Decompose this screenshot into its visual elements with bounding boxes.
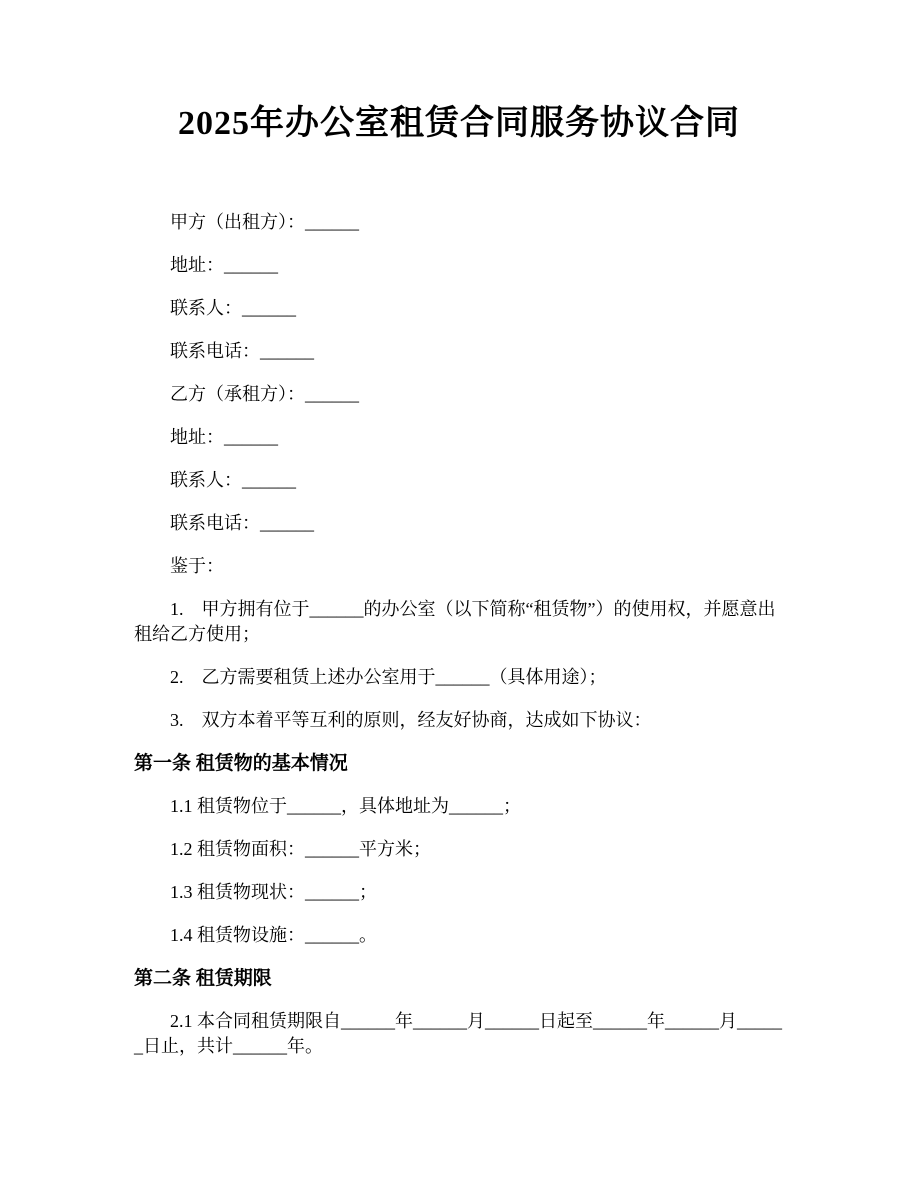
article-1-heading: 第一条 租赁物的基本情况 bbox=[134, 753, 348, 774]
document-title: 2025年办公室租赁合同服务协议合同 bbox=[178, 105, 740, 142]
clause-1-4: 1.4 租赁物设施：______。 bbox=[170, 925, 377, 945]
clause-1-3: 1.3 租赁物现状：______； bbox=[170, 882, 377, 902]
party-b-contact: 联系人：______ bbox=[170, 470, 296, 490]
article-2-heading: 第二条 租赁期限 bbox=[134, 968, 272, 989]
party-b-address: 地址：______ bbox=[170, 427, 278, 447]
party-a-label: 甲方（出租方）：______ bbox=[170, 212, 359, 232]
document-content bbox=[0, 102, 920, 1059]
party-a-address: 地址：______ bbox=[170, 255, 278, 275]
whereas-label: 鉴于： bbox=[170, 556, 224, 576]
party-a-phone: 联系电话：______ bbox=[170, 341, 314, 361]
whereas-item-1: 1. 甲方拥有位于______的办公室（以下简称“租赁物”）的使用权，并愿意出租给乙方使用； bbox=[134, 599, 776, 644]
clause-1-2: 1.2 租赁物面积：______平方米； bbox=[170, 839, 431, 859]
party-a-contact: 联系人：______ bbox=[170, 298, 296, 318]
clause-2-1: 2.1 本合同租赁期限自______年______月______日起至______年______月______日止，共计______年。 bbox=[134, 1011, 782, 1056]
whereas-item-3: 3. 双方本着平等互利的原则，经友好协商，达成如下协议： bbox=[170, 710, 652, 730]
party-b-phone: 联系电话：______ bbox=[170, 513, 314, 533]
clause-1-1: 1.1 租赁物位于______，具体地址为______； bbox=[170, 796, 521, 816]
whereas-item-2: 2. 乙方需要租赁上述办公室用于______（具体用途）； bbox=[170, 667, 607, 687]
party-b-label: 乙方（承租方）：______ bbox=[170, 384, 359, 404]
